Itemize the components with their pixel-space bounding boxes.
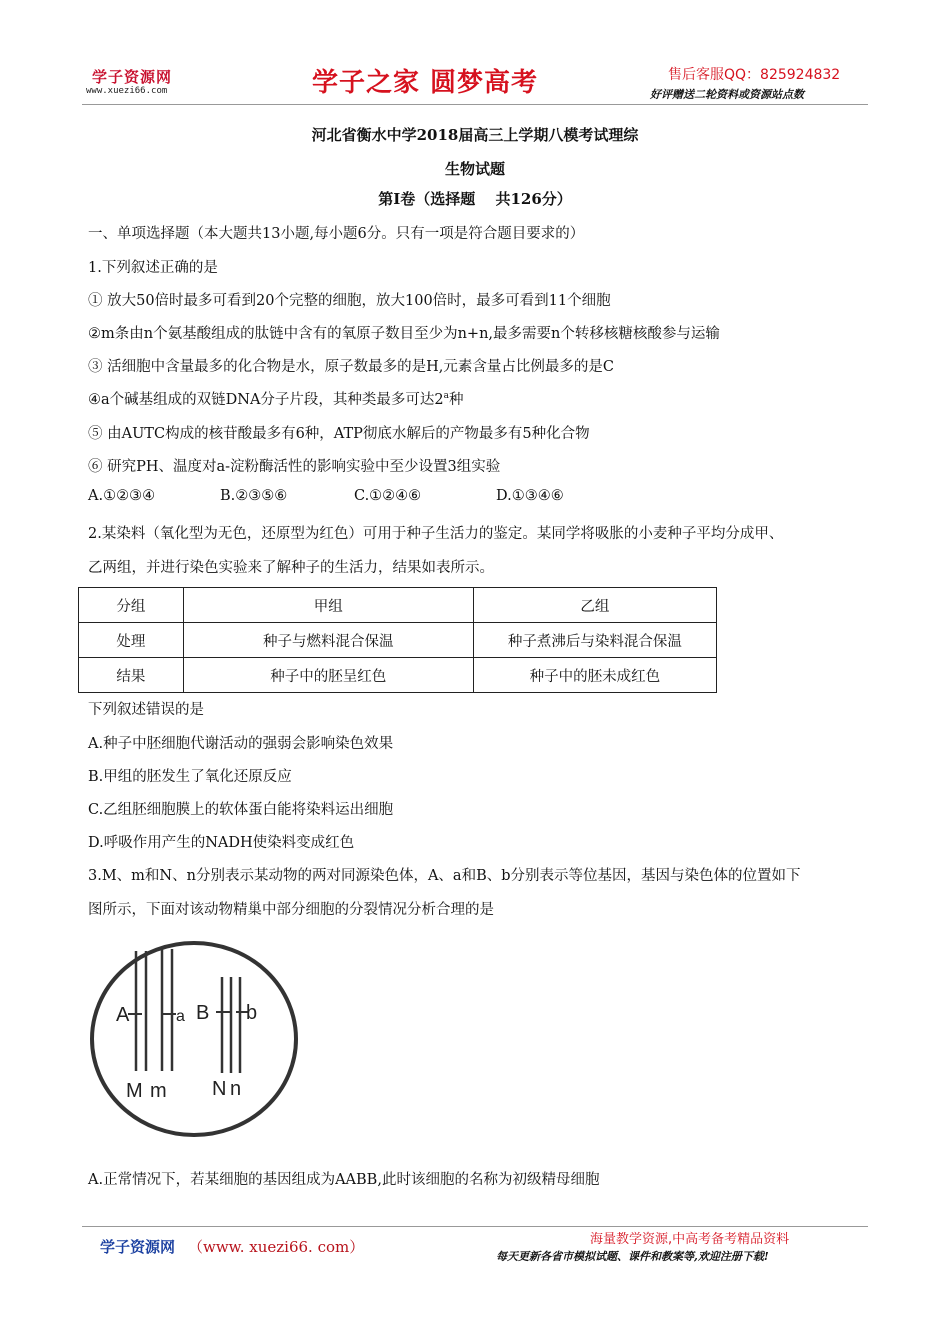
table-cell: 种子中的胚呈红色 [183,658,473,693]
footer-divider [82,1226,868,1227]
gene-label-A: A [116,1004,130,1026]
q1-item-4-exponent: a [443,391,450,402]
header-qq-contact: 售后客服QQ：825924832 [668,67,841,83]
part-heading: 第Ⅰ卷（选择题 共126分） [378,190,572,208]
table-cell: 种子煮沸后与染料混合保温 [473,623,716,658]
footer-logo-text: 学子资源网 [100,1238,176,1256]
q3-stem-line-1: 3.M、m和N、n分别表示某动物的两对同源染色体，A、a和B、b分别表示等位基因，基因与染色体的位置如下 [88,868,801,884]
q1-item-4 [88,388,464,409]
q1-stem: 1.下列叙述正确的是 [88,260,218,276]
q1-item-6: ⑥ 研究PH、温度对a-淀粉酶活性的影响实验中至少设置3组实验 [88,459,501,475]
q1-option-c[interactable]: C.①②④⑥ [354,488,422,504]
q1-item-2: ②m条由n个氨基酸组成的肽链中含有的氧原子数目至少为n+n,最多需要n个转移核糖核酸参与运输 [88,326,720,342]
section-heading: 一、单项选择题（本大题共13小题,每小题6分。只有一项是符合题目要求的） [88,226,585,242]
q1-option-b[interactable]: B.②③⑤⑥ [220,488,288,504]
table-row [79,623,717,658]
footer-promo-line-1: 海量教学资源,中高考备考精品资料 [590,1232,790,1247]
footer-promo-line-2: 每天更新各省市模拟试题、课件和教案等,欢迎注册下载! [496,1250,769,1263]
table-header-cell: 分组 [79,588,184,623]
table-cell: 处理 [79,623,184,658]
chromosome-label-M: M [126,1080,143,1102]
q3-option-a[interactable]: A.正常情况下，若某细胞的基因组成为AABB,此时该细胞的名称为初级精母细胞 [88,1172,600,1188]
chromosome-cell-diagram [88,935,303,1140]
q2-results-table [78,587,717,693]
q1-item-3: ③ 活细胞中含量最多的化合物是水，原子数最多的是H,元素含量占比例最多的是C [88,359,614,375]
table-cell: 结果 [79,658,184,693]
header-logo-text: 学子资源网 [92,68,173,86]
table-header-cell: 乙组 [473,588,716,623]
q1-option-d[interactable]: D.①③④⑥ [496,488,564,504]
q2-option-a[interactable]: A.种子中胚细胞代谢活动的强弱会影响染色效果 [88,736,394,752]
gene-label-a: a [176,1008,185,1025]
q3-stem-line-2: 图所示，下面对该动物精巢中部分细胞的分裂情况分析合理的是 [88,902,494,918]
q2-stem-line-2: 乙两组，并进行染色实验来了解种子的生活力，结果如表所示。 [88,560,494,576]
q2-question: 下列叙述错误的是 [88,702,204,718]
q2-option-c[interactable]: C.乙组胚细胞膜上的软体蛋白能将染料运出细胞 [88,802,394,818]
q2-option-d[interactable]: D.呼吸作用产生的NADH使染料变成红色 [88,835,355,851]
q1-item-4-tail: 种 [449,392,464,408]
cell-diagram-svg [88,935,303,1140]
header-divider [82,104,868,105]
table-row [79,588,717,623]
chromosome-label-m: m [150,1080,167,1102]
header-promo-text: 好评赠送二轮资料或资源站点数 [650,88,804,101]
q2-option-b[interactable]: B.甲组的胚发生了氧化还原反应 [88,769,292,785]
header-slogan: 学子之家 圆梦高考 [312,68,539,98]
table-cell: 种子与燃料混合保温 [183,623,473,658]
header-logo-url[interactable]: www.xuezi66.com [86,86,168,96]
q1-item-4-text: ④a个碱基组成的双链DNA分子片段，其种类最多可达2 [88,392,444,408]
q1-item-5: ⑤ 由AUTC构成的核苷酸最多有6种，ATP彻底水解后的产物最多有5种化合物 [88,426,590,442]
chromosome-label-n: n [230,1078,242,1100]
table-row [79,658,717,693]
document-subtitle: 生物试题 [444,160,505,178]
footer-url[interactable]: （www. xuezi66. com） [188,1238,365,1256]
document-title: 河北省衡水中学2018届高三上学期八模考试理综 [311,126,639,144]
gene-label-b: b [246,1002,258,1024]
chromosome-label-N: N [212,1078,227,1100]
table-cell: 种子中的胚未成红色 [473,658,716,693]
table-header-cell: 甲组 [183,588,473,623]
q1-option-a[interactable]: A.①②③④ [88,488,156,504]
q1-item-1: ① 放大50倍时最多可看到20个完整的细胞，放大100倍时，最多可看到11个细胞 [88,293,611,309]
q2-stem-line-1: 2.某染料（氧化型为无色，还原型为红色）可用于种子生活力的鉴定。某同学将吸胀的小麦种子平均分成甲、 [88,526,784,542]
gene-label-B: B [196,1002,210,1024]
cell-membrane [92,943,296,1135]
